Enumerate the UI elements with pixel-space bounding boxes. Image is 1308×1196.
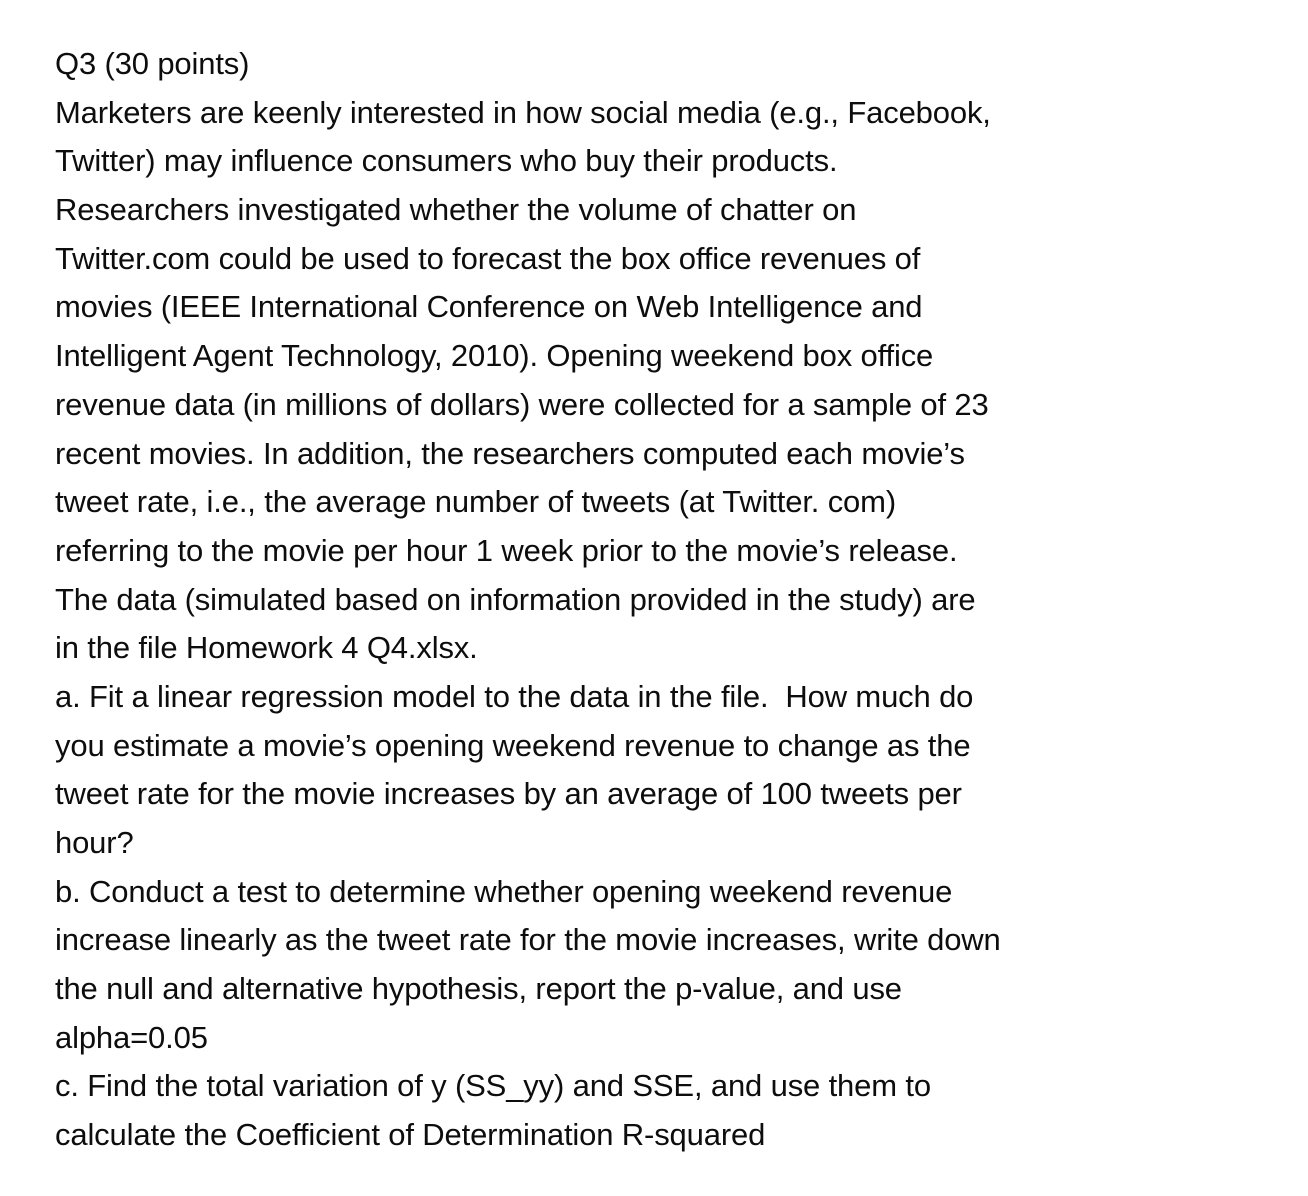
intro-line: Intelligent Agent Technology, 2010). Opening weekend box office: [55, 338, 934, 374]
part-a-line: you estimate a movie’s opening weekend revenue to change as the: [55, 727, 971, 763]
intro-line: in the file Homework 4 Q4.xlsx.: [55, 630, 478, 666]
intro-line: Twitter.com could be used to forecast the box office revenues of: [55, 240, 921, 276]
question-document: [55, 40, 1295, 1160]
intro-line: The data (simulated based on information provided in the study) are: [55, 581, 976, 617]
part-c-line: calculate the Coefficient of Determination R-squared: [55, 1117, 766, 1153]
part-c: [55, 1062, 1295, 1159]
question-heading: Q3 (30 points): [55, 46, 250, 81]
intro-line: tweet rate, i.e., the average number of tweets (at Twitter. com): [55, 484, 896, 520]
part-b: [55, 868, 1295, 1063]
part-a-line: hour?: [55, 825, 134, 860]
part-b-line: b. Conduct a test to determine whether opening weekend revenue: [55, 873, 953, 909]
part-a: [55, 673, 1295, 868]
intro-line: Researchers investigated whether the volume of chatter on: [55, 192, 857, 228]
intro-line: revenue data (in millions of dollars) were collected for a sample of 23: [55, 386, 989, 422]
intro-line: movies (IEEE International Conference on Web Intelligence and: [55, 289, 923, 325]
part-b-line: increase linearly as the tweet rate for the movie increases, write down: [55, 922, 1001, 958]
part-c-line: c. Find the total variation of y (SS_yy) and SSE, and use them to: [55, 1068, 931, 1104]
part-b-line: the null and alternative hypothesis, report the p-value, and use: [55, 971, 902, 1007]
part-a-line: a. Fit a linear regression model to the data in the file. How much do: [55, 678, 974, 714]
intro-line: referring to the movie per hour 1 week prior to the movie’s release.: [55, 532, 958, 568]
intro-line: Twitter) may influence consumers who buy their products.: [55, 143, 838, 179]
part-a-line: tweet rate for the movie increases by an average of 100 tweets per: [55, 776, 962, 812]
part-b-line: alpha=0.05: [55, 1019, 208, 1055]
intro-line: Marketers are keenly interested in how social media (e.g., Facebook,: [55, 94, 991, 130]
intro-line: recent movies. In addition, the researchers computed each movie’s: [55, 435, 965, 471]
question-intro: [55, 89, 1295, 673]
